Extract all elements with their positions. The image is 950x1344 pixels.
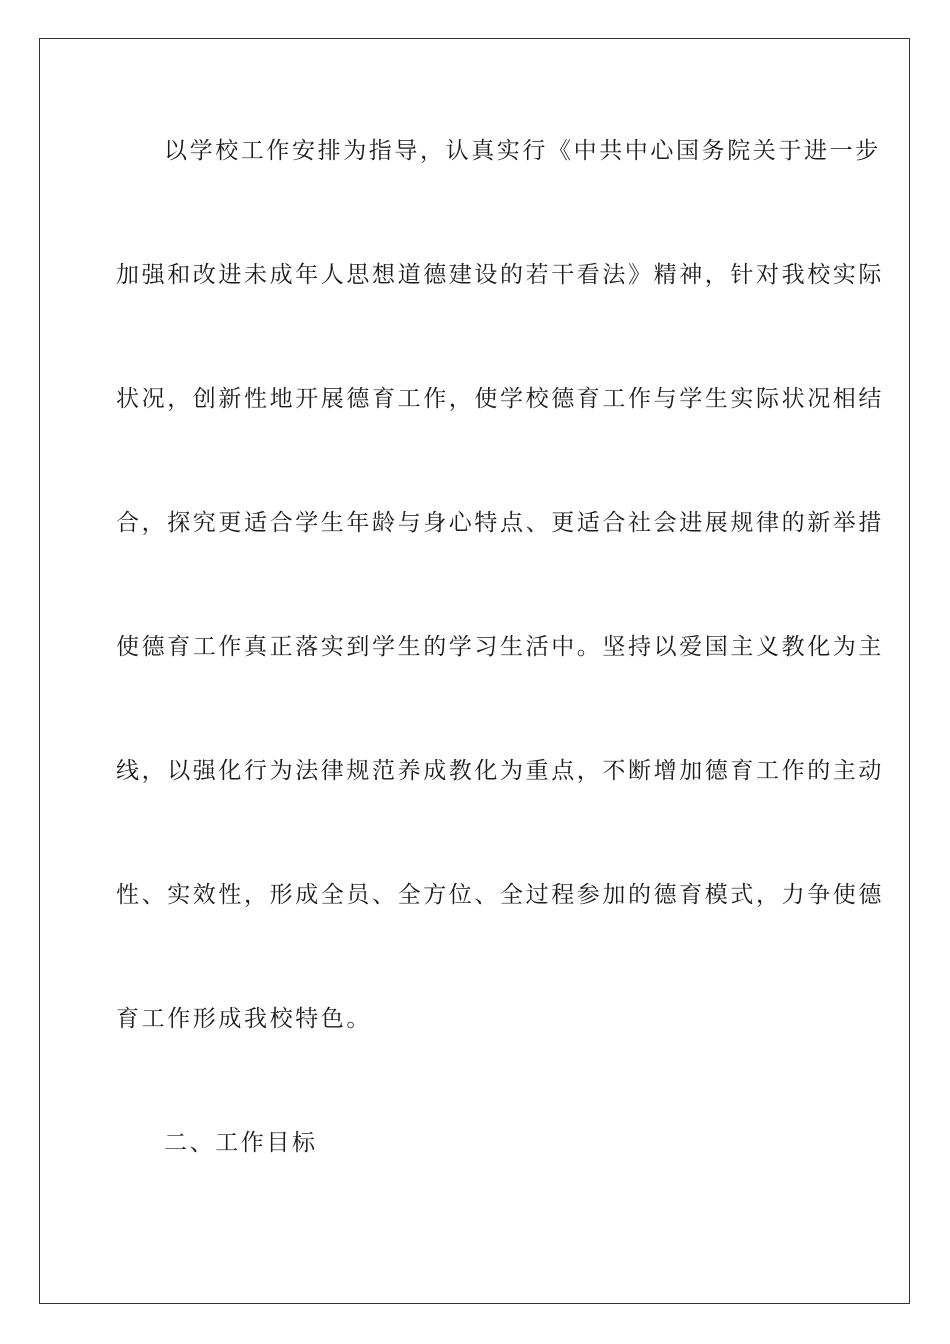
paragraph-line-5: 使德育工作真正落实到学生的学习生活中。坚持以爱国主义教化为主 bbox=[116, 634, 884, 660]
paragraph-line-3: 状况，创新性地开展德育工作，使学校德育工作与学生实际状况相结 bbox=[116, 386, 884, 412]
paragraph-line-4: 合，探究更适合学生年龄与身心特点、更适合社会进展规律的新举措 bbox=[116, 510, 884, 536]
paragraph-line-7: 性、实效性，形成全员、全方位、全过程参加的德育模式，力争使德 bbox=[116, 882, 884, 908]
paragraph-line-8: 育工作形成我校特色。 bbox=[116, 1006, 372, 1032]
paragraph-line-6: 线，以强化行为法律规范养成教化为重点，不断增加德育工作的主动 bbox=[116, 758, 884, 784]
page-frame bbox=[39, 38, 910, 1304]
section-heading: 二、工作目标 bbox=[164, 1130, 318, 1156]
paragraph-line-2: 加强和改进未成年人思想道德建设的若干看法》精神，针对我校实际 bbox=[116, 262, 884, 288]
paragraph-line-1: 以学校工作安排为指导，认真实行《中共中心国务院关于进一步 bbox=[164, 138, 881, 164]
